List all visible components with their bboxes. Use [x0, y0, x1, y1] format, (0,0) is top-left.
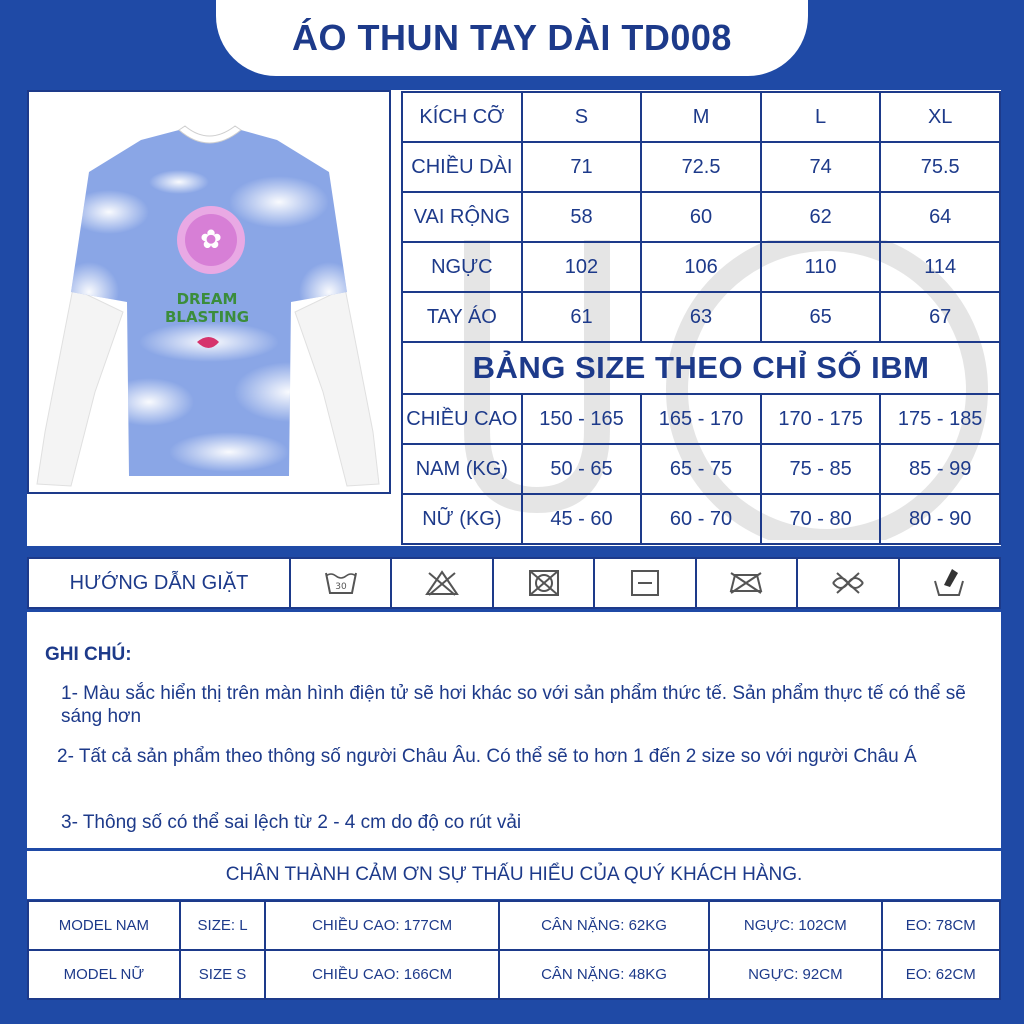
model-size: SIZE S [180, 950, 266, 999]
model-type: MODEL NỮ [28, 950, 180, 999]
table-cell: 45 - 60 [522, 494, 642, 544]
table-cell: 67 [880, 292, 1000, 342]
note-1: 1- Màu sắc hiển thị trên màn hình điện tử sẽ hơi khác so với sản phẩm thức tế. Sản phẩm thực tế có thể sẽ sáng hơn [61, 683, 966, 727]
table-cell: 150 - 165 [522, 394, 642, 444]
table-cell: 75 - 85 [761, 444, 881, 494]
note-2: 2- Tất cả sản phẩm theo thông số người Châu Âu. Có thể sẽ to hơn 1 đến 2 size so với người Châu Á [57, 746, 917, 767]
table-cell: 165 - 170 [641, 394, 761, 444]
model-chest: NGỰC: 92CM [709, 950, 881, 999]
table-cell: 50 - 65 [522, 444, 642, 494]
notes-title: GHI CHÚ: [45, 644, 132, 665]
size-table [401, 91, 1001, 545]
shirt-graphic-line1: DREAM [176, 290, 238, 308]
model-table [27, 900, 1001, 1000]
table-cell: 72.5 [641, 142, 761, 192]
size-header-m: M [641, 92, 761, 142]
ibm-table-title: BẢNG SIZE THEO CHỈ SỐ IBM [472, 350, 930, 385]
wash-label: HƯỚNG DẪN GIẶT [29, 559, 291, 607]
table-cell: 60 [641, 192, 761, 242]
model-chest: NGỰC: 102CM [709, 901, 881, 950]
model-waist: EO: 62CM [882, 950, 1000, 999]
size-chart-panel [27, 90, 1001, 546]
model-weight: CÂN NẶNG: 62KG [499, 901, 709, 950]
model-size: SIZE: L [180, 901, 266, 950]
table-cell: 63 [641, 292, 761, 342]
size-header-s: S [522, 92, 642, 142]
size-header-l: L [761, 92, 881, 142]
table-cell: 75.5 [880, 142, 1000, 192]
row-label-height: CHIỀU CAO [402, 394, 522, 444]
model-weight: CÂN NẶNG: 48KG [499, 950, 709, 999]
table-cell: 62 [761, 192, 881, 242]
table-cell: 71 [522, 142, 642, 192]
table-cell: 70 - 80 [761, 494, 881, 544]
wash-30-icon [291, 559, 392, 607]
iron-low-icon [697, 559, 798, 607]
table-cell: 102 [522, 242, 642, 292]
table-cell: 170 - 175 [761, 394, 881, 444]
row-label-length: CHIỀU DÀI [402, 142, 522, 192]
no-dry-clean-icon [798, 559, 899, 607]
model-info [27, 900, 1001, 1000]
row-label-chest: NGỰC [402, 242, 522, 292]
model-waist: EO: 78CM [882, 901, 1000, 950]
size-header-label: KÍCH CỠ [402, 92, 522, 142]
row-label-male-weight: NAM (KG) [402, 444, 522, 494]
row-label-sleeve: TAY ÁO [402, 292, 522, 342]
no-bleach-icon [392, 559, 493, 607]
table-cell: 175 - 185 [880, 394, 1000, 444]
hand-wash-icon [900, 559, 999, 607]
table-cell: 80 - 90 [880, 494, 1000, 544]
product-photo [27, 90, 391, 494]
no-tumble-dry-icon [494, 559, 595, 607]
model-height: CHIỀU CAO: 166CM [265, 950, 499, 999]
table-cell: 106 [641, 242, 761, 292]
row-label-shoulder: VAI RỘNG [402, 192, 522, 242]
model-type: MODEL NAM [28, 901, 180, 950]
dry-flat-icon [595, 559, 696, 607]
page-title: ÁO THUN TAY DÀI TD008 [292, 17, 732, 58]
table-cell: 65 - 75 [641, 444, 761, 494]
shirt-graphic-line2: BLASTING [164, 308, 250, 326]
table-cell: 65 [761, 292, 881, 342]
tie-dye-shirt-image [29, 92, 389, 492]
table-cell: 61 [522, 292, 642, 342]
row-label-female-weight: NỮ (KG) [402, 494, 522, 544]
table-cell: 74 [761, 142, 881, 192]
thanks-text: CHÂN THÀNH CẢM ƠN SỰ THẤU HIỂU CỦA QUÝ KHÁCH HÀNG. [225, 864, 803, 885]
table-cell: 60 - 70 [641, 494, 761, 544]
model-height: CHIỀU CAO: 177CM [265, 901, 499, 950]
size-header-xl: XL [880, 92, 1000, 142]
table-cell: 85 - 99 [880, 444, 1000, 494]
ibm-title-cell [402, 342, 1000, 394]
svg-text:✿: ✿ [200, 225, 222, 255]
svg-text:30: 30 [334, 582, 347, 592]
title-banner [216, 0, 808, 76]
table-cell: 114 [880, 242, 1000, 292]
table-cell: 110 [761, 242, 881, 292]
table-cell: 58 [522, 192, 642, 242]
note-3: 3- Thông số có thể sai lệch từ 2 - 4 cm do độ co rút vải [61, 812, 522, 833]
table-cell: 64 [880, 192, 1000, 242]
wash-instructions [27, 557, 1001, 609]
thanks-banner [27, 851, 1001, 899]
notes-section [27, 612, 1001, 848]
